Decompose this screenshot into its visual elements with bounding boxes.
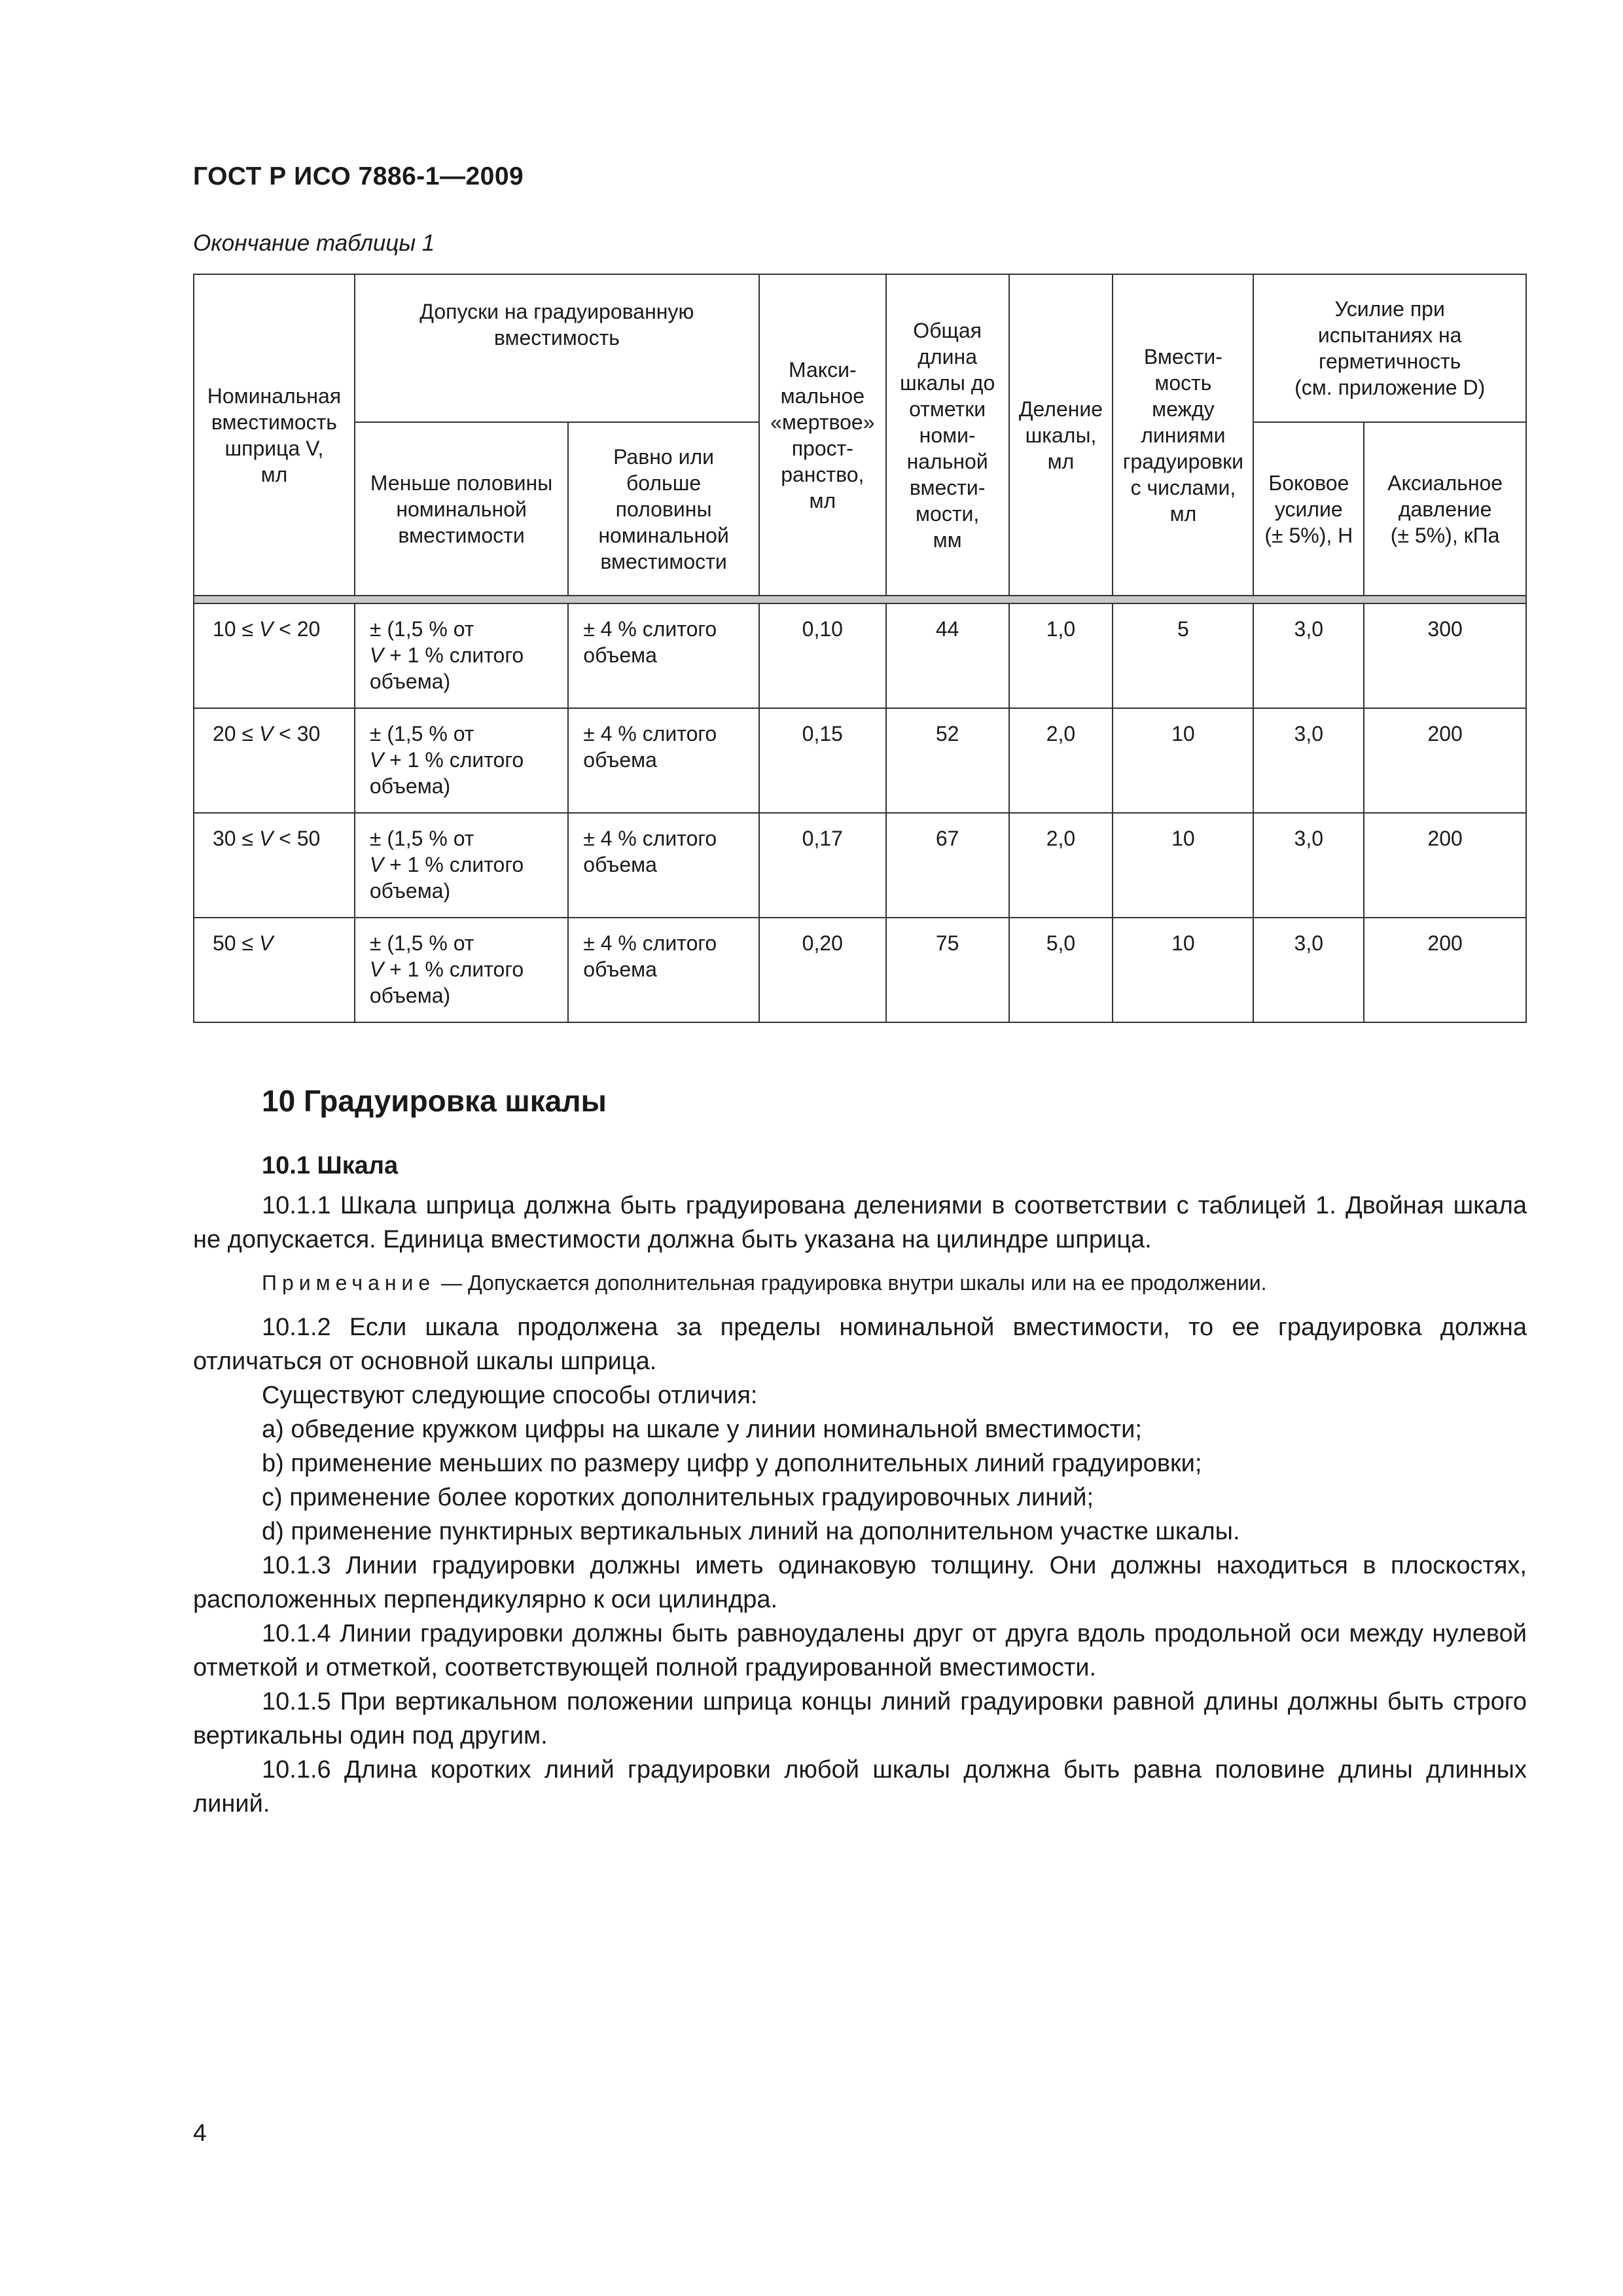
cell-nominal-range xyxy=(194,603,355,708)
cell-nominal-range xyxy=(194,918,355,1022)
cell-line-rest: + 1 % слитого xyxy=(383,748,524,772)
header-text-line: номи- xyxy=(919,423,976,447)
cell-line: объема xyxy=(583,748,657,772)
header-tolerance-less-half xyxy=(355,422,568,596)
cell-total-length: 52 xyxy=(886,708,1009,813)
header-side-force xyxy=(1253,422,1364,596)
header-text-line: мл xyxy=(1169,501,1197,526)
range-end: < 30 xyxy=(273,722,321,745)
table-row xyxy=(194,603,1526,708)
header-tolerance-half-or-more xyxy=(568,422,759,596)
cell-side-force: 3,0 xyxy=(1253,708,1364,813)
cell-axial-pressure: 200 xyxy=(1364,813,1526,918)
header-text-line: вместимости xyxy=(398,523,525,547)
paragraph-10-1-5: 10.1.5 При вертикальном положении шприца концы линий градуировки равной длины должны быть строго вертикальны один под другим. xyxy=(193,1688,1527,1749)
range-variable: V xyxy=(259,722,274,745)
header-text-line: давление xyxy=(1398,497,1492,521)
paragraph-10-1-2: 10.1.2 Если шкала продолжена за пределы номинальной вместимости, то ее градуировка должна отличаться от основной шкалы шприца. xyxy=(193,1314,1527,1375)
header-text-line: (см. приложение D) xyxy=(1294,376,1486,399)
variable-v: V xyxy=(369,853,384,876)
table-row xyxy=(194,918,1526,1022)
header-text-line: Номинальная xyxy=(207,384,342,408)
range-end: < 20 xyxy=(273,617,321,641)
cell-division: 1,0 xyxy=(1009,603,1113,708)
header-text-line: больше xyxy=(626,471,702,495)
range-end: < 50 xyxy=(273,827,321,850)
header-text-line: герметичность xyxy=(1319,350,1461,373)
range-start: 30 ≤ xyxy=(213,827,259,850)
cell-line xyxy=(370,853,524,876)
cell-line: объема) xyxy=(369,879,451,903)
cell-line: ± (1,5 % от xyxy=(369,931,474,955)
header-text-line: вместимости xyxy=(600,549,727,573)
header-text-line: вместимость xyxy=(211,410,337,434)
cell-tolerance-half-or-more xyxy=(568,603,759,708)
cell-line: объема) xyxy=(369,774,451,798)
header-text-line: испытаниях на xyxy=(1317,323,1462,347)
header-text-line: шкалы до xyxy=(900,370,995,395)
cell-line: ± 4 % слитого xyxy=(583,617,717,641)
cell-capacity-between: 10 xyxy=(1113,813,1253,918)
subsection-title: 10.1 Шкала xyxy=(262,1152,399,1179)
cell-capacity-between: 5 xyxy=(1113,603,1253,708)
header-text-line: длина xyxy=(918,344,977,368)
paragraph-10-1-4: 10.1.4 Линии градуировки должны быть равноудалены друг от друга вдоль продольной оси между нулевой отметкой и отметкой, соответствующей полной градуированной вместимости. xyxy=(193,1620,1527,1681)
cell-tolerance-less-half xyxy=(355,603,568,708)
cell-line xyxy=(370,748,524,772)
section-title: 10 Градуировка шкалы xyxy=(262,1084,607,1118)
cell-line: объема xyxy=(583,643,657,667)
cell-dead-space: 0,20 xyxy=(759,918,886,1022)
range-variable: V xyxy=(259,617,274,641)
header-text-line: Деление xyxy=(1018,397,1103,421)
cell-division: 2,0 xyxy=(1009,813,1113,918)
note-text: — Допускается дополнительная градуировка внутри шкалы или на ее продолжении. xyxy=(435,1271,1267,1295)
cell-capacity-between: 10 xyxy=(1113,708,1253,813)
cell-tolerance-less-half xyxy=(355,813,568,918)
method-b: b) применение меньших по размеру цифр у дополнительных линий градуировки; xyxy=(262,1450,1202,1477)
range-variable: V xyxy=(259,827,274,850)
header-text-line: нальной xyxy=(906,449,988,473)
table-row xyxy=(194,708,1526,813)
header-text-line: мл xyxy=(1047,449,1075,473)
header-capacity-between-lines xyxy=(1113,274,1253,596)
methods-intro: Существуют следующие способы отличия: xyxy=(262,1382,758,1409)
cell-total-length: 44 xyxy=(886,603,1009,708)
cell-line-rest: + 1 % слитого xyxy=(383,643,524,667)
header-text-line: (± 5%), Н xyxy=(1264,523,1353,547)
cell-line: объема) xyxy=(369,670,451,693)
variable-v: V xyxy=(369,748,384,772)
cell-line: ± (1,5 % от xyxy=(369,722,474,745)
table-row xyxy=(194,813,1526,918)
paragraph-10-1-3: 10.1.3 Линии градуировки должны иметь одинаковую толщину. Они должны находиться в плоскостях, расположенных перпендикулярно к оси цилиндра. xyxy=(193,1552,1527,1613)
page-number: 4 xyxy=(193,2119,207,2146)
header-text-line: мальное xyxy=(780,384,865,408)
cell-line: ± 4 % слитого xyxy=(583,827,717,850)
header-text-line: Общая xyxy=(913,318,982,342)
header-text-line: Равно или xyxy=(613,444,714,469)
range-start: 50 ≤ xyxy=(213,931,259,955)
table-caption: Окончание таблицы 1 xyxy=(193,230,435,256)
header-text-line: вместимость xyxy=(493,326,620,350)
cell-tolerance-half-or-more xyxy=(568,918,759,1022)
cell-side-force: 3,0 xyxy=(1253,603,1364,708)
header-text-line: номинальной xyxy=(396,497,527,521)
method-c: c) применение более коротких дополнительных градуировочных линий; xyxy=(262,1484,1094,1511)
paragraph-10-1-1: 10.1.1 Шкала шприца должна быть градуирована делениями в соответствии с таблицей 1. Двойная шкала не допускается. Единица вместимости должна быть указана на цилиндре шприца. xyxy=(193,1192,1527,1253)
cell-nominal-range xyxy=(194,708,355,813)
cell-axial-pressure: 200 xyxy=(1364,708,1526,813)
header-dead-space xyxy=(759,274,886,596)
cell-dead-space: 0,10 xyxy=(759,603,886,708)
document-code: ГОСТ Р ИСО 7886-1—2009 xyxy=(193,162,524,190)
header-text-line: мость xyxy=(1154,370,1212,395)
header-text-line: шкалы, xyxy=(1025,423,1097,447)
header-text-line: с числами, xyxy=(1130,475,1236,499)
cell-total-length: 67 xyxy=(886,813,1009,918)
header-text-line: мости, xyxy=(916,501,980,526)
header-nominal-capacity xyxy=(194,274,355,596)
cell-tolerance-half-or-more xyxy=(568,708,759,813)
cell-side-force: 3,0 xyxy=(1253,813,1364,918)
header-text-line: номинальной xyxy=(598,523,729,547)
cell-capacity-between: 10 xyxy=(1113,918,1253,1022)
cell-dead-space: 0,15 xyxy=(759,708,886,813)
cell-side-force: 3,0 xyxy=(1253,918,1364,1022)
header-text-line: градуировки xyxy=(1122,449,1244,473)
method-a: a) обведение кружком цифры на шкале у линии номинальной вместимости; xyxy=(262,1416,1142,1443)
header-tolerance xyxy=(355,274,759,422)
header-leak-test-force xyxy=(1253,274,1526,422)
cell-total-length: 75 xyxy=(886,918,1009,1022)
header-text-line: линиями xyxy=(1141,423,1226,447)
specification-table xyxy=(193,274,1527,1023)
header-text-line: половины xyxy=(615,497,712,521)
header-text-line: Усилие при xyxy=(1334,297,1445,321)
header-text-line: ранство, xyxy=(781,462,865,486)
header-text-line: мл xyxy=(809,488,836,512)
cell-nominal-range xyxy=(194,813,355,918)
cell-line: ± (1,5 % от xyxy=(369,617,474,641)
header-text-line: мл xyxy=(260,462,288,486)
header-axial-pressure xyxy=(1364,422,1526,596)
header-text-line: Макси- xyxy=(788,357,857,382)
cell-line xyxy=(370,643,524,667)
header-text-line: отметки xyxy=(909,397,986,421)
header-text-line: (± 5%), кПа xyxy=(1390,523,1500,547)
cell-line: ± 4 % слитого xyxy=(583,722,717,745)
variable-v: V xyxy=(369,643,384,667)
cell-line: объема xyxy=(583,853,657,876)
header-text-line: Боковое xyxy=(1268,471,1349,495)
cell-division: 5,0 xyxy=(1009,918,1113,1022)
header-text-line: «мертвое» xyxy=(770,410,875,434)
cell-line xyxy=(370,958,524,981)
note xyxy=(262,1268,1266,1297)
header-text-line: шприца V, xyxy=(224,436,324,460)
cell-axial-pressure: 300 xyxy=(1364,603,1526,708)
cell-tolerance-less-half xyxy=(355,918,568,1022)
header-text-line: усилие xyxy=(1274,497,1343,521)
range-start: 20 ≤ xyxy=(213,722,259,745)
header-text-line: между xyxy=(1152,397,1215,421)
cell-tolerance-half-or-more xyxy=(568,813,759,918)
cell-line: объема xyxy=(583,958,657,981)
cell-line-rest: + 1 % слитого xyxy=(383,853,524,876)
cell-axial-pressure: 200 xyxy=(1364,918,1526,1022)
header-text-line: Допуски на градуированную xyxy=(419,300,694,323)
range-start: 10 ≤ xyxy=(213,617,259,641)
header-text-line: прост- xyxy=(791,436,853,460)
header-text-line: Аксиальное xyxy=(1387,471,1503,495)
range-variable: V xyxy=(259,931,274,955)
header-division xyxy=(1009,274,1113,596)
header-text-line: вмести- xyxy=(909,475,986,499)
variable-v: V xyxy=(369,958,384,981)
header-separator xyxy=(194,596,1526,603)
header-total-length xyxy=(886,274,1009,596)
cell-line: объема) xyxy=(369,984,451,1007)
cell-line: ± 4 % слитого xyxy=(583,931,717,955)
header-text-line: мм xyxy=(933,528,962,552)
note-label: Примечание xyxy=(262,1271,436,1295)
paragraph-10-1-6: 10.1.6 Длина коротких линий градуировки любой шкалы должна быть равна половине длины длинных линий. xyxy=(193,1756,1527,1818)
cell-line-rest: + 1 % слитого xyxy=(383,958,524,981)
cell-dead-space: 0,17 xyxy=(759,813,886,918)
cell-line: ± (1,5 % от xyxy=(369,827,474,850)
cell-tolerance-less-half xyxy=(355,708,568,813)
header-text-line: Меньше половины xyxy=(370,471,553,495)
header-text-line: Вмести- xyxy=(1143,344,1222,368)
method-d: d) применение пунктирных вертикальных линий на дополнительном участке шкалы. xyxy=(262,1518,1240,1545)
cell-division: 2,0 xyxy=(1009,708,1113,813)
